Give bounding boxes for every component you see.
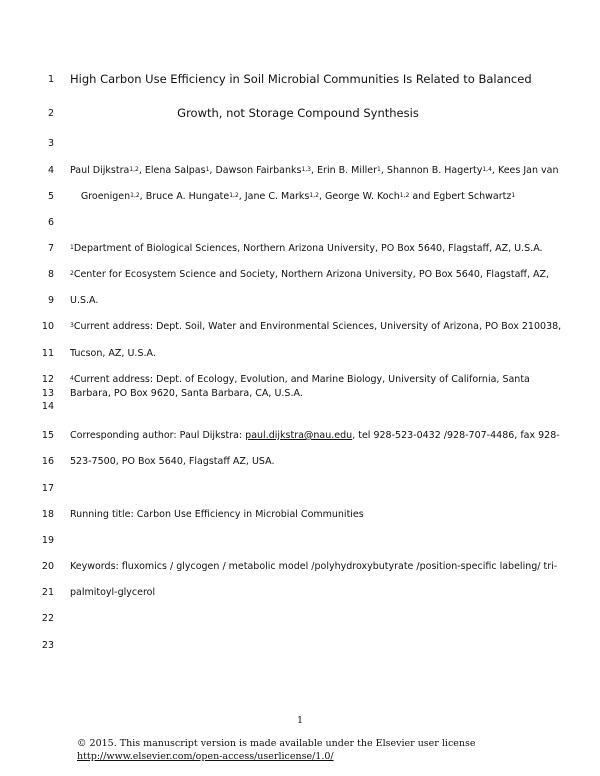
corresponding-author-line-1: Corresponding author: Paul Dijkstra: paul.dijkstra@nau.edu, tel 928-523-0432 /928-707-4486, fax 928-: [70, 430, 560, 441]
affiliation-3-line-2: Tucson, AZ, U.S.A.: [70, 348, 156, 359]
running-title: Running title: Carbon Use Efficiency in Microbial Communities: [70, 509, 364, 520]
line-number: 19: [41, 535, 54, 546]
line-number: 1: [47, 74, 54, 85]
affiliation-4-line-2: Barbara, PO Box 9620, Santa Barbara, CA, U.S.A.: [70, 388, 303, 399]
page-number: 1: [296, 715, 304, 726]
line-number: 6: [47, 217, 54, 228]
affiliation-4-line-1: $^4$Current address: Dept. of Ecology, Evolution, and Marine Biology, University of California, Santa: [70, 374, 530, 385]
line-number: 10: [41, 321, 54, 332]
affiliation-2-line-1: $^2$Center for Ecosystem Science and Society, Northern Arizona University, PO Box 5640, Flagstaff, AZ,: [70, 269, 550, 280]
line-number: 13: [41, 388, 54, 399]
email-link[interactable]: paul.dijkstra@nau.edu: [245, 430, 353, 441]
affiliation-3-line-1: $^3$Current address: Dept. Soil, Water and Environmental Sciences, University of Arizona, PO Box 210038,: [70, 321, 562, 332]
affiliation-2-line-2: U.S.A.: [70, 295, 99, 306]
line-number: 16: [41, 456, 54, 467]
line-number: 9: [47, 295, 54, 306]
keywords-line-1: Keywords: fluxomics / glycogen / metabolic model /polyhydroxybutyrate /position-specific labeling/ tri-: [70, 561, 558, 572]
line-number: 11: [41, 348, 54, 359]
line-number: 8: [47, 269, 54, 280]
authors-line-2: Groenigen$^{1,2}$, Bruce A. Hungate$^{1,2}$, Jane C. Marks$^{1,2}$, George W. Koch$^{1,2}$ and Egbert Schwartz$^1$: [80, 191, 516, 202]
line-number: 3: [47, 138, 54, 149]
line-number: 2: [47, 108, 54, 119]
authors-line-1: Paul Dijkstra$^{1,2}$, Elena Salpas$^1$, Dawson Fairbanks$^{1,3}$, Erin B. Miller$^1$, Shannon B. Hagerty$^{1,4}$, Kees Jan van: [70, 165, 559, 176]
line-number: 5: [47, 191, 54, 202]
line-number: 12: [41, 374, 54, 385]
line-number: 17: [41, 483, 54, 494]
line-number: 20: [41, 561, 54, 572]
paper-title-line-2: Growth, not Storage Compound Synthesis: [177, 106, 419, 120]
license-notice: © 2015. This manuscript version is made available under the Elsevier user license: [77, 738, 476, 749]
license-url[interactable]: http://www.elsevier.com/open-access/userlicense/1.0/: [77, 751, 334, 762]
line-number: 22: [41, 613, 54, 624]
keywords-line-2: palmitoyl-glycerol: [70, 587, 156, 598]
paper-title-line-1: High Carbon Use Efficiency in Soil Microbial Communities Is Related to Balanced: [70, 72, 532, 86]
line-number: 18: [41, 509, 54, 520]
line-number: 15: [41, 430, 54, 441]
corresponding-author-line-2: 523-7500, PO Box 5640, Flagstaff AZ, USA.: [70, 456, 275, 467]
line-number: 23: [41, 640, 54, 651]
line-number: 4: [47, 165, 54, 176]
line-number: 7: [47, 243, 54, 254]
affiliation-1: $^1$Department of Biological Sciences, Northern Arizona University, PO Box 5640, Flagstaff, AZ, U.S.A.: [70, 243, 543, 254]
line-number: 21: [41, 587, 54, 598]
line-number: 14: [41, 401, 54, 412]
